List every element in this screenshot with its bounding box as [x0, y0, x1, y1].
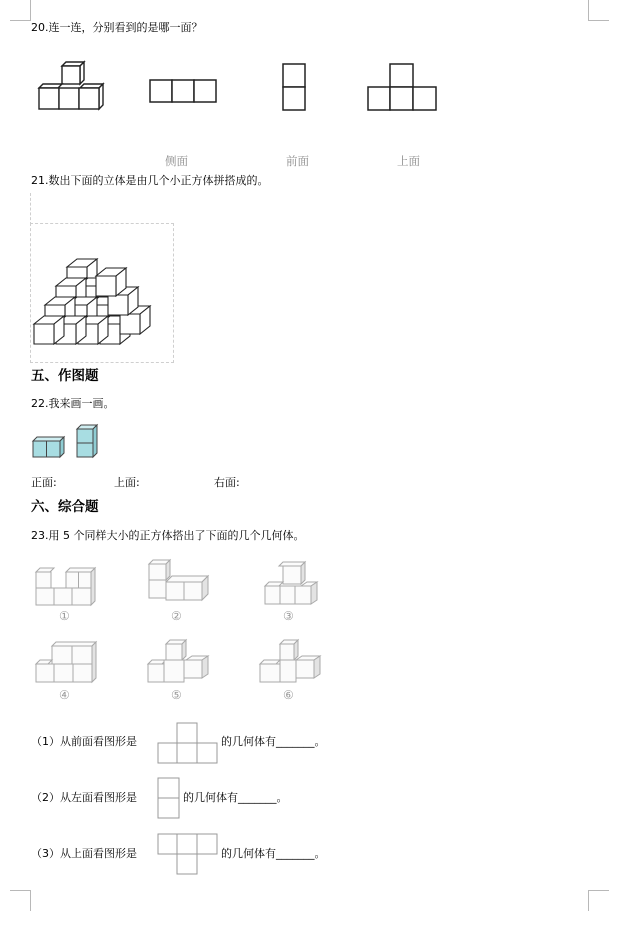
q21-cube-face [120, 314, 140, 334]
q23-number-5: ⑤ [171, 688, 182, 702]
q20-label-side: 侧面 [165, 154, 188, 168]
q22-front-label: 正面: [31, 476, 57, 489]
q23-sub2-prefix: （2）从左面看图形是 [31, 791, 137, 804]
q23-solid-3 [261, 560, 319, 606]
q21-cube-face [108, 295, 128, 315]
q23-solid-1 [34, 564, 98, 606]
q23-solid-5 [146, 638, 210, 684]
q23-sub2-suffix: 的几何体有_______。 [183, 791, 288, 804]
section-5-heading: 五、作图题 [31, 368, 99, 384]
q20-label-top: 上面 [397, 154, 420, 168]
question-21-title: 21.数出下面的立体是由几个小正方体拼搭成的。 [31, 174, 269, 187]
question-22-title: 22.我来画一画。 [31, 397, 115, 410]
q23-sub2-view-diagram [157, 777, 181, 819]
q22-horizontal-cubes [31, 436, 65, 458]
q23-solid-4 [34, 640, 98, 684]
corner-mark-top-left [10, 0, 31, 21]
q21-cube-stack-figure [30, 223, 174, 363]
q20-label-front: 前面 [286, 154, 309, 168]
q23-sub3-suffix: 的几何体有_______。 [221, 847, 326, 860]
q20-view-t-shape [367, 63, 439, 111]
q23-sub3-prefix: （3）从上面看图形是 [31, 847, 137, 860]
q23-solid-2 [146, 558, 210, 602]
q22-vertical-cubes [75, 424, 99, 458]
q20-view-vertical-two [282, 63, 306, 111]
q21-cube-face [96, 276, 116, 296]
q23-number-6: ⑥ [283, 688, 294, 702]
q23-number-4: ④ [59, 688, 70, 702]
question-20-title: 20.连一连，分别看到的是哪一面？ [31, 21, 203, 34]
q21-cube-face [34, 324, 54, 344]
q23-number-3: ③ [283, 609, 294, 623]
q20-view-three-in-row [149, 79, 219, 103]
corner-mark-bottom-right [588, 890, 609, 911]
q23-solid-6 [258, 638, 322, 684]
q20-solid-figure [36, 60, 108, 112]
q23-sub1-suffix: 的几何体有_______。 [221, 735, 326, 748]
q23-number-1: ① [59, 609, 70, 623]
q23-sub1-view-diagram [157, 722, 219, 764]
corner-mark-bottom-left [10, 890, 31, 911]
q23-sub3-view-diagram [157, 833, 219, 875]
question-23-title: 23.用 5 个同样大小的正方体搭出了下面的几个几何体。 [31, 529, 305, 542]
q22-right-label: 右面: [214, 476, 240, 489]
q23-number-2: ② [171, 609, 182, 623]
q23-sub1-prefix: （1）从前面看图形是 [31, 735, 137, 748]
section-6-heading: 六、综合题 [31, 499, 99, 515]
corner-mark-top-right [588, 0, 609, 21]
q21-figure-frame-left-edge [30, 193, 31, 225]
q22-top-label: 上面: [114, 476, 140, 489]
